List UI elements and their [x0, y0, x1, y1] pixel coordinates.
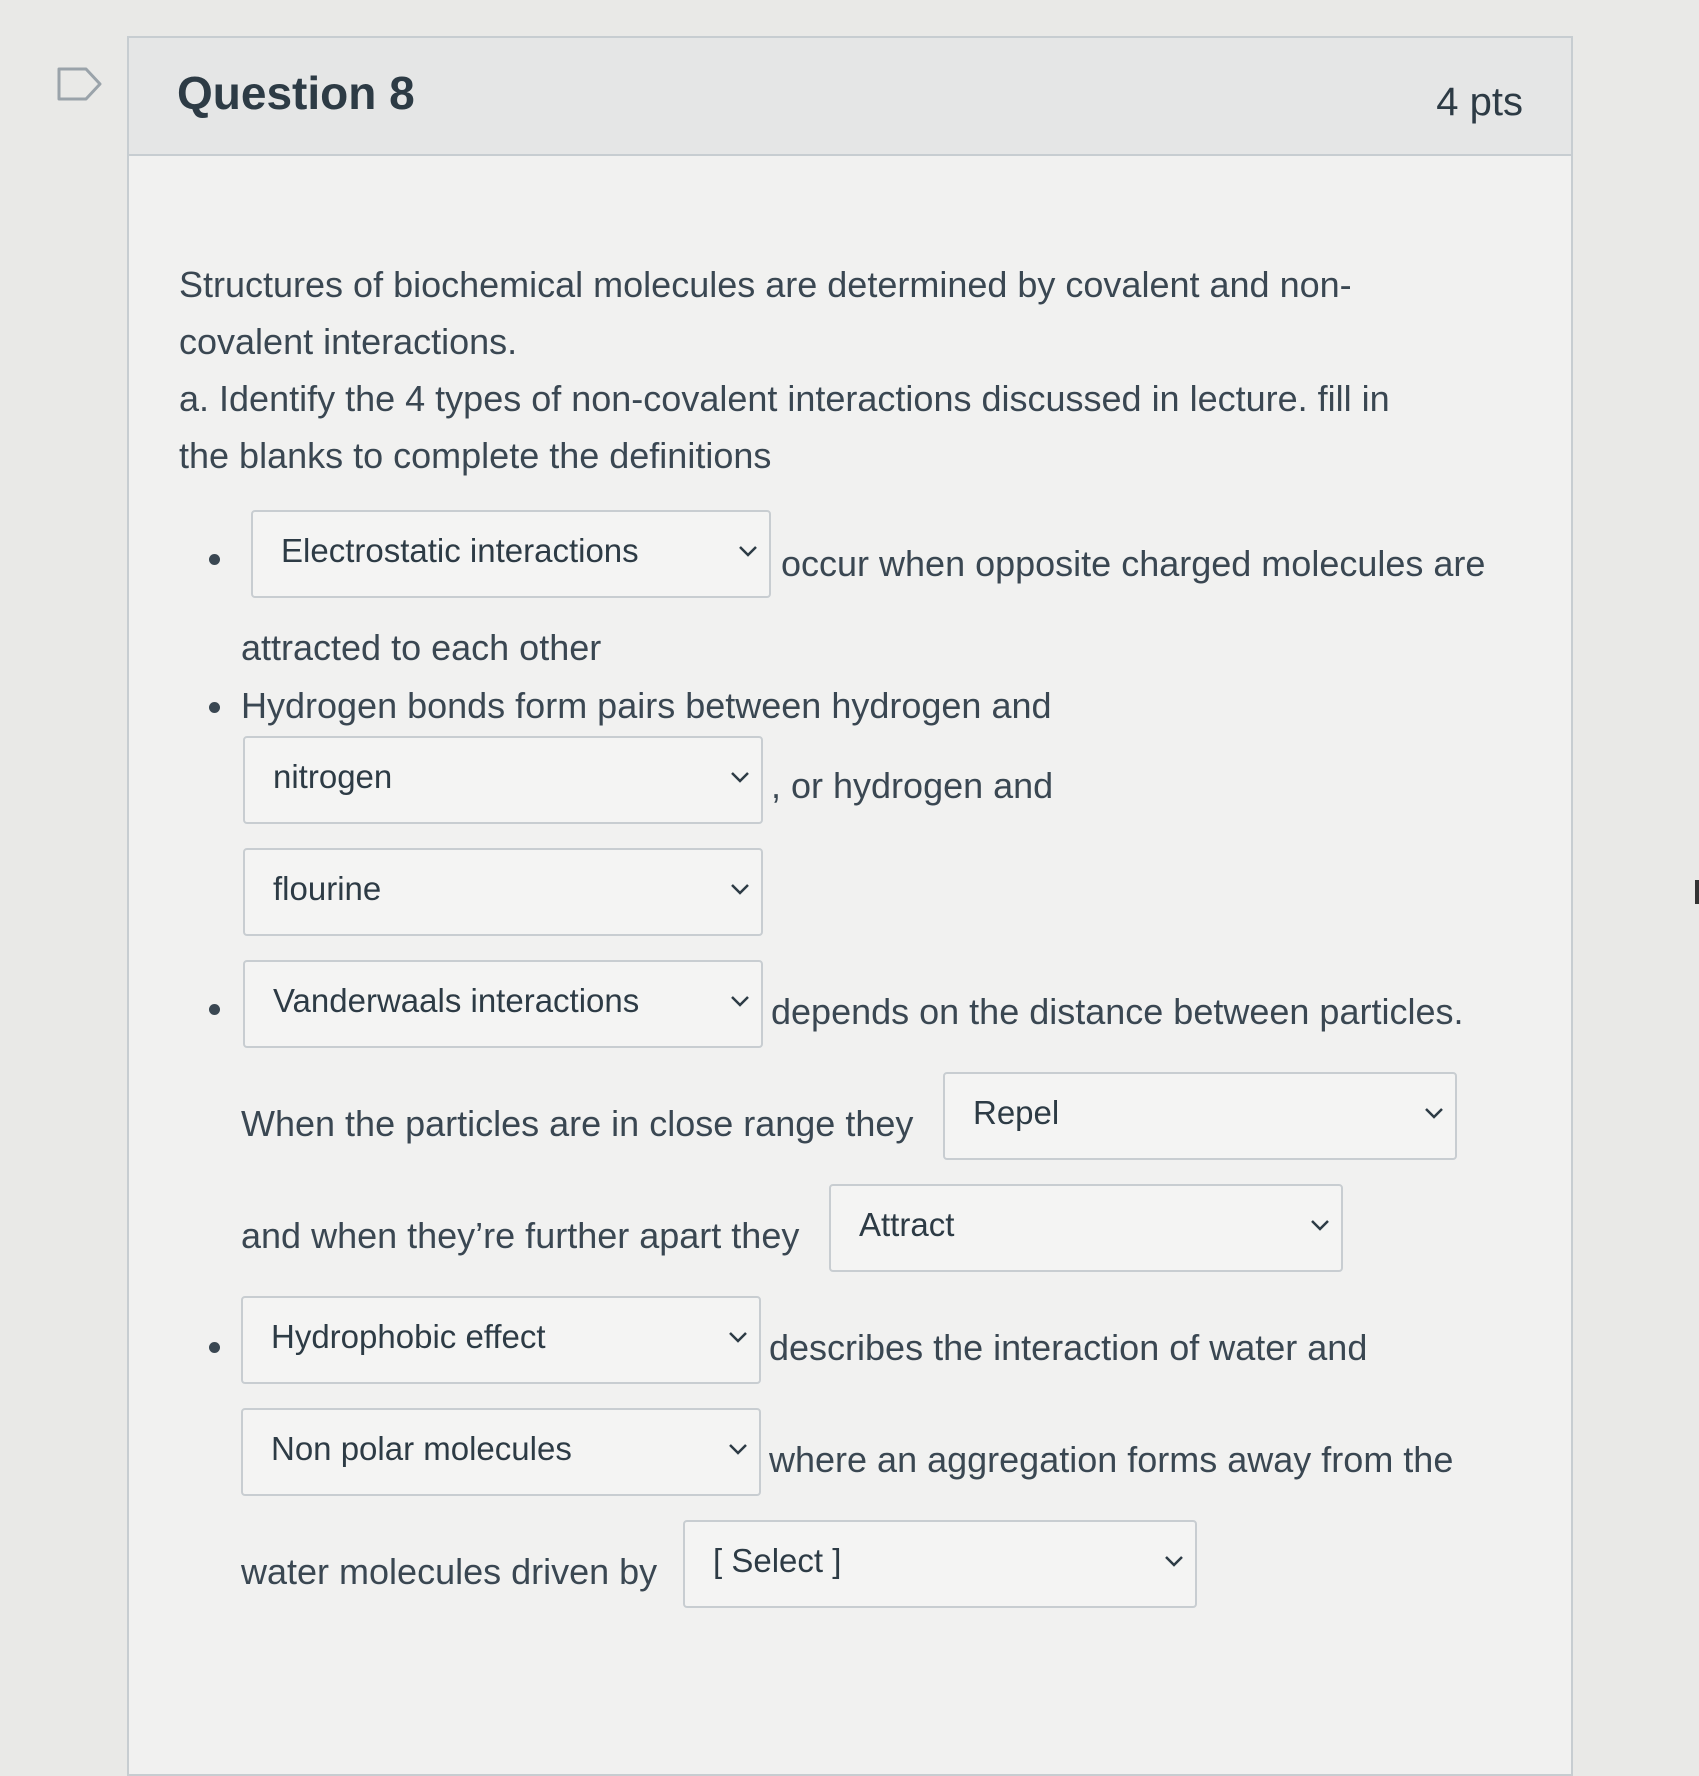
chevron-down-icon: [725, 1324, 751, 1350]
question-card: [127, 36, 1573, 1776]
prompt-line: covalent interactions.: [179, 321, 518, 362]
dropdown-hydrogen-partner-2[interactable]: [243, 848, 763, 936]
dropdown-value: Vanderwaals interactions: [273, 982, 640, 1019]
question-header: [129, 38, 1571, 156]
dropdown-value: Non polar molecules: [271, 1430, 572, 1467]
hydrophobic-driven-by: water molecules driven by: [241, 1551, 658, 1592]
chevron-down-icon: [727, 988, 753, 1014]
bullet-marker: [209, 702, 220, 713]
dropdown-value: nitrogen: [273, 758, 393, 795]
dropdown-value: Repel: [973, 1094, 1060, 1131]
chevron-down-icon: [725, 1436, 751, 1462]
electrostatic-definition-cont: attracted to each other: [241, 627, 602, 668]
dropdown-far-range[interactable]: [829, 1184, 1343, 1272]
dropdown-driving-force[interactable]: [683, 1520, 1197, 1608]
dropdown-hydrophobic-partner[interactable]: [241, 1408, 761, 1496]
dropdown-value: Electrostatic interactions: [281, 532, 639, 569]
chevron-down-icon: [735, 538, 761, 564]
question-points: 4 pts: [1436, 80, 1523, 124]
prompt-line: Structures of biochemical molecules are determined by covalent and non-: [179, 264, 1352, 305]
window-edge-marker: [1695, 880, 1699, 904]
chevron-down-icon: [1307, 1212, 1333, 1238]
electrostatic-definition: occur when opposite charged molecules are: [781, 543, 1486, 584]
hydrogen-definition-middle: , or hydrogen and: [771, 765, 1054, 806]
dropdown-value: [ Select ]: [713, 1542, 842, 1579]
chevron-down-icon: [727, 876, 753, 902]
dropdown-value: flourine: [273, 870, 382, 907]
vanderwaals-definition: depends on the distance between particles.: [771, 991, 1464, 1032]
hydrophobic-definition-cont: where an aggregation forms away from the: [769, 1439, 1454, 1480]
dropdown-value: Attract: [859, 1206, 955, 1243]
hydrogen-definition: Hydrogen bonds form pairs between hydrogen and: [241, 685, 1052, 726]
dropdown-close-range[interactable]: [943, 1072, 1457, 1160]
chevron-down-icon: [727, 764, 753, 790]
vanderwaals-close-range: When the particles are in close range they: [241, 1103, 914, 1144]
bullet-marker: [209, 1004, 220, 1015]
flag-question-icon[interactable]: [56, 66, 104, 102]
chevron-down-icon: [1421, 1100, 1447, 1126]
dropdown-electrostatic[interactable]: [251, 510, 771, 598]
bullet-marker: [209, 1342, 220, 1353]
question-prompt: [179, 256, 1479, 484]
question-title: Question 8: [177, 67, 415, 119]
prompt-line: the blanks to complete the definitions: [179, 435, 772, 476]
dropdown-hydrophobic[interactable]: [241, 1296, 761, 1384]
hydrophobic-definition: describes the interaction of water and: [769, 1327, 1368, 1368]
dropdown-hydrogen-partner-1[interactable]: [243, 736, 763, 824]
chevron-down-icon: [1161, 1548, 1187, 1574]
prompt-line: a. Identify the 4 types of non-covalent interactions discussed in lecture. fill in: [179, 378, 1390, 419]
vanderwaals-far-range: and when they’re further apart they: [241, 1215, 800, 1256]
bullet-marker: [209, 554, 220, 565]
dropdown-vanderwaals[interactable]: [243, 960, 763, 1048]
dropdown-value: Hydrophobic effect: [271, 1318, 546, 1355]
